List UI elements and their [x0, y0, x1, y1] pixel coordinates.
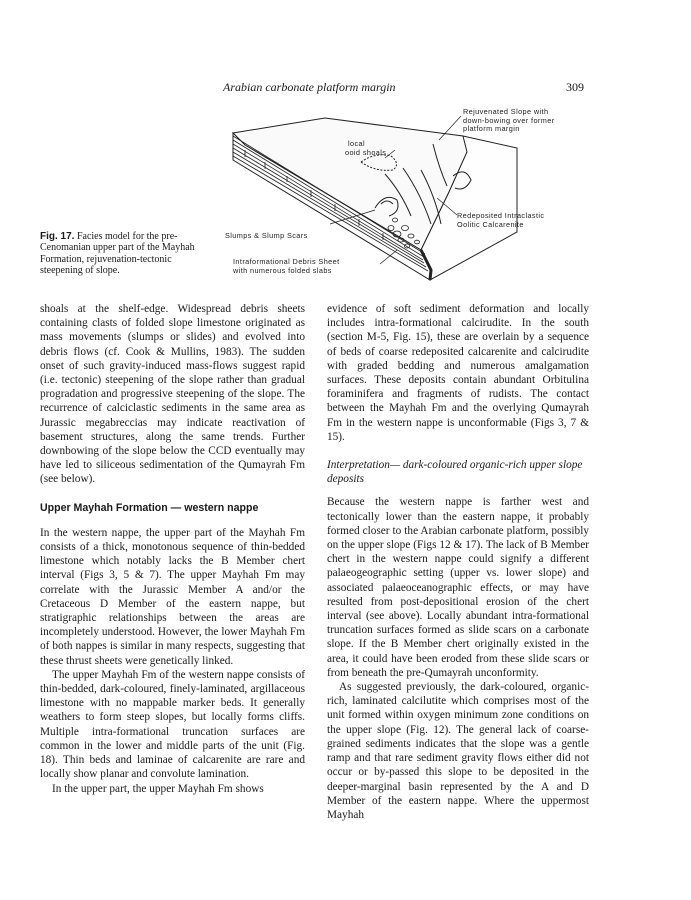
section-heading-interpretation: Interpretation— dark-coloured organic-rich upper slope deposits — [327, 459, 583, 486]
page-number: 309 — [566, 80, 584, 94]
figure-caption — [40, 231, 212, 276]
label-slumps: Slumps & Slump Scars — [225, 231, 308, 240]
left-paragraph-4: In the upper part, the upper Mayhah Fm shows — [52, 782, 264, 795]
right-paragraph-1: evidence of soft sediment deformation and locally includes intra-formational calcirudite. In the south (section M-5, Fig. 15), these are overlain by a sequence of beds of coarse redeposited calcarenite and calcirudite with graded bedding and numerous amalgamation surfaces. These deposits contain abundant Orbitulina foraminifera and fragments of rudists. The contact between the Mayhah Fm and the overlying Qumayrah Fm in the western nappe is unconformable (Figs 3, 7 & 15). — [327, 303, 589, 443]
label-rejuvenated-slope: Rejuvenated Slope with down-bowing over former platform margin — [463, 107, 555, 133]
left-paragraph-3: The upper Mayhah Fm of the western nappe consists of thin-bedded, dark-coloured, finely-laminated, argillaceous limestone with no mappable marker beds. It generally weathers to form steep slopes, but locally forms cliffs. Multiple intra-formational truncation surfaces are common in the lower and middle parts of the unit (Fig. 18). Thin beds and laminae of calcarenite are rare and locally show planar and convolute lamination. — [40, 668, 305, 781]
running-title: Arabian carbonate platform margin — [223, 80, 396, 94]
caption-text: Facies model for the pre-Cenomanian upper part of the Mayhah Formation, rejuvenation-tectonic steepening of slope. — [40, 231, 195, 276]
facies-model-figure — [225, 100, 665, 285]
label-ooid-shoals: local ooid shoals — [345, 139, 387, 157]
right-paragraph-2: Because the western nappe is farther west and tectonically lower than the eastern nappe, it probably formed closer to the Arabian carbonate platform, possibly on the upper slope (Figs 12 & 17). The lack of B Member chert in the western nappe could signify a different palaeogeographic setting (upper vs. lower slope) and associated palaeoceanographic effects, or may have resulted from post-depositional erosion of the chert interval (see above). Locally abundant intra-formational truncation surfaces formed as slide scars on a carbonate slope. If the B Member chert originally existed in the area, it could have been eroded from these slide scars or from beneath the pre-Qumayrah unconformity. — [327, 496, 589, 679]
label-redeposited: Redeposited Intraclastic Oolitic Calcarenite — [457, 211, 545, 229]
right-paragraph-3: As suggested previously, the dark-coloured, organic-rich, laminated calcilutite which comprises most of the unit formed within oxygen minimum zone conditions on the upper slope (Fig. 12). The general lack of coarse-grained sediments indicates that the slope was a gentle ramp and that rare sediment gravity flows either did not occur or by-passed this slope to be deposited in the deeper-marginal basin represented by the A and D Member of the eastern nappe. Where the uppermost Mayhah — [327, 681, 589, 821]
section-heading-western-nappe: Upper Mayhah Formation — western nappe — [40, 501, 259, 514]
left-column — [40, 302, 305, 796]
left-paragraph-2: In the western nappe, the upper part of the Mayhah Fm consists of a thick, monotonous sequence of thin-bedded limestone which notably lacks the B Member chert interval (Figs 3, 5 & 7). The upper Mayhah Fm may correlate with the Jurassic Member A and/or the Cretaceous D Member of the eastern nappe, but stratigraphic relationships between the areas are incompletely understood. However, the lower Mayhah Fm of both nappes is similar in many respects, suggesting that these thrust sheets were genetically linked. — [40, 526, 305, 667]
label-debris-sheet: Intraformational Debris Sheet with numerous folded slabs — [233, 257, 340, 275]
caption-label: Fig. 17. — [40, 231, 75, 242]
right-column — [327, 302, 589, 822]
left-paragraph-1: shoals at the shelf-edge. Widespread debris sheets containing clasts of folded slope limestone originated as mass movements (slumps or slides) and evolved into debris flows (cf. Cook & Mullins, 1983). The sudden onset of such gravity-induced mass-flows suggest rapid (i.e. tectonic) steepening of the slope rather than gradual progradation and progressive steepening of the slope. The recurrence of calciclastic sediments in the same area as Jurassic megabreccias may indicate reactivation of basement structures, along the same trends. Further downbowing of the slope below the CCD eventually may have led to siliceous sedimentation of the Qumayrah Fm (see below). — [40, 303, 305, 486]
